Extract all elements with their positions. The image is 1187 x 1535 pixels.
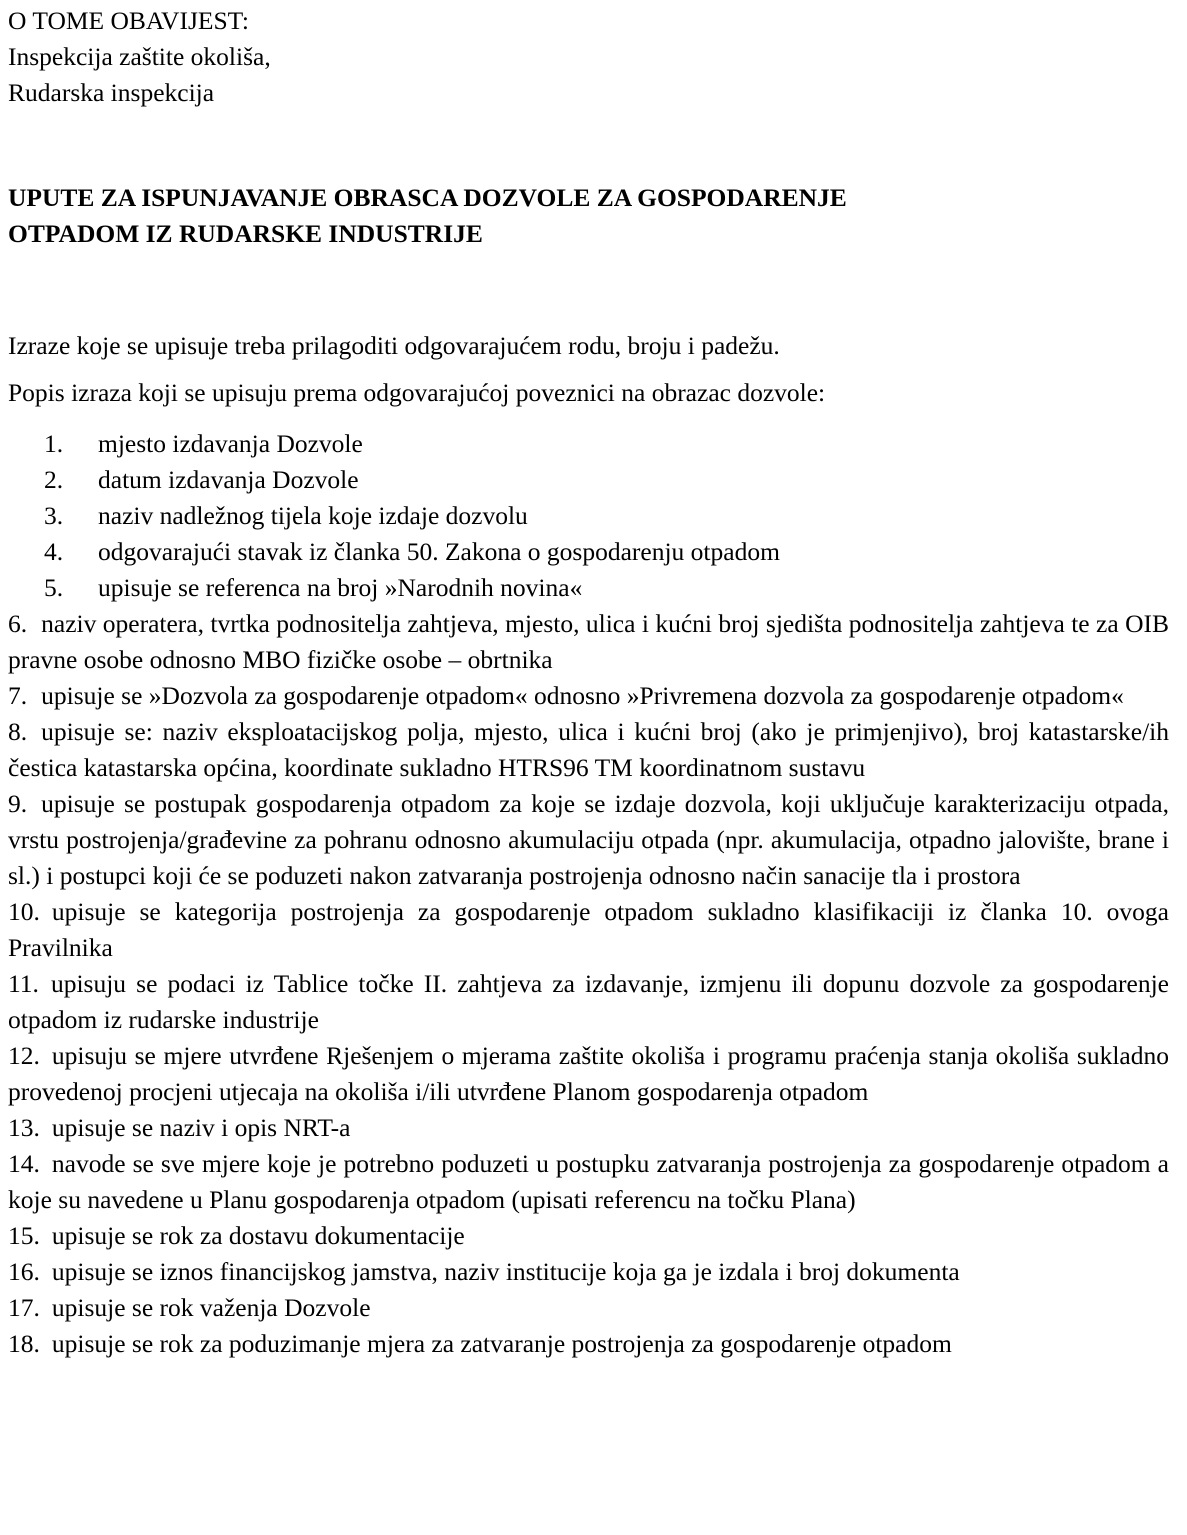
- list-item: [8, 570, 1169, 606]
- intro-paragraph: Popis izraza koji se upisuju prema odgovarajućoj poveznici na obrazac dozvole:: [8, 378, 826, 407]
- list-item: [8, 966, 1169, 1038]
- item-text: upisuje se iznos financijskog jamstva, naziv institucije koja ga je izdala i broj dokumenta: [51, 1257, 960, 1286]
- item-number: 9.: [8, 789, 28, 818]
- item-text: upisuje se rok za dostavu dokumentacije: [51, 1221, 465, 1250]
- item-number: 1.: [44, 429, 64, 458]
- item-number: 15.: [8, 1221, 40, 1250]
- item-text: odgovarajući stavak iz članka 50. Zakona o gospodarenju otpadom: [98, 537, 780, 566]
- list-item: [8, 1146, 1169, 1218]
- list-item: [8, 606, 1169, 678]
- item-number: 11.: [8, 969, 39, 998]
- item-number: 12.: [8, 1041, 40, 1070]
- item-text: upisuje se »Dozvola za gospodarenje otpadom« odnosno »Privremena dozvola za gospodarenje otpadom«: [41, 681, 1124, 710]
- item-number: 6.: [8, 609, 28, 638]
- list-item: [8, 678, 1169, 714]
- item-number: 8.: [8, 717, 28, 746]
- list-item: [8, 498, 1169, 534]
- item-text: datum izdavanja Dozvole: [98, 465, 359, 494]
- list-item: [8, 1326, 1169, 1362]
- item-number: 14.: [8, 1149, 40, 1178]
- item-text: upisuju se mjere utvrđene Rješenjem o mjerama zaštite okoliša i programu praćenja stanja okoliša sukladno provedenoj procjeni utjecaja na okoliša i/ili utvrđene Planom gospodarenja otpadom: [8, 1041, 1169, 1106]
- list-item: [8, 714, 1169, 786]
- item-text: upisuje se rok važenja Dozvole: [51, 1293, 371, 1322]
- item-number: 4.: [44, 537, 64, 566]
- item-text: upisuje se: naziv eksploatacijskog polja, mjesto, ulica i kućni broj (ako je primjenjivo), broj katastarske/ih čestica katastarska općina, koordinate sukladno HTRS96 TM koordinatnom sustavu: [8, 717, 1169, 782]
- notice-recipients: [8, 3, 271, 111]
- intro-paragraph: Izraze koje se upisuje treba prilagoditi odgovarajućem rodu, broju i padežu.: [8, 331, 780, 360]
- list-item: [8, 426, 1169, 462]
- item-number: 16.: [8, 1257, 40, 1286]
- instructions-list: [8, 426, 1169, 1362]
- list-item: [8, 1290, 1169, 1326]
- list-item: [8, 1038, 1169, 1110]
- item-text: naziv nadležnog tijela koje izdaje dozvolu: [98, 501, 528, 530]
- item-number: 2.: [44, 465, 64, 494]
- notice-recipient: Inspekcija zaštite okoliša,: [8, 42, 271, 71]
- item-number: 10.: [8, 897, 40, 926]
- item-text: upisuju se podaci iz Tablice točke II. zahtjeva za izdavanje, izmjenu ili dopunu dozvole za gospodarenje otpadom iz rudarske industrije: [8, 969, 1169, 1034]
- item-number: 18.: [8, 1329, 40, 1358]
- item-text: upisuje se referenca na broj »Narodnih novina«: [98, 573, 583, 602]
- notice-recipient: Rudarska inspekcija: [8, 78, 215, 107]
- title-line: UPUTE ZA ISPUNJAVANJE OBRASCA DOZVOLE ZA GOSPODARENJE: [8, 183, 847, 212]
- item-number: 17.: [8, 1293, 40, 1322]
- list-item: [8, 1218, 1169, 1254]
- list-item: [8, 1254, 1169, 1290]
- list-item: [8, 894, 1169, 966]
- item-number: 7.: [8, 681, 28, 710]
- item-text: upisuje se kategorija postrojenja za gospodarenje otpadom sukladno klasifikaciji iz članka 10. ovoga Pravilnika: [8, 897, 1169, 962]
- list-item: [8, 1110, 1169, 1146]
- item-text: naziv operatera, tvrtka podnositelja zahtjeva, mjesto, ulica i kućni broj sjedišta podnositelja zahtjeva te za OIB pravne osobe odnosno MBO fizičke osobe – obrtnika: [8, 609, 1169, 674]
- title-line: OTPADOM IZ RUDARSKE INDUSTRIJE: [8, 219, 483, 248]
- item-number: 3.: [44, 501, 64, 530]
- list-item: [8, 786, 1169, 894]
- item-text: upisuje se naziv i opis NRT-a: [51, 1113, 351, 1142]
- item-text: navode se sve mjere koje je potrebno poduzeti u postupku zatvaranja postrojenja za gospodarenje otpadom a koje su navedene u Planu gospodarenja otpadom (upisati referencu na točku Plana): [8, 1149, 1169, 1214]
- item-text: upisuje se postupak gospodarenja otpadom za koje se izdaje dozvola, koji uključuje karakterizaciju otpada, vrstu postrojenja/građevine za pohranu odnosno akumulaciju otpada (npr. akumulacija, otpadno jalovište, brane i sl.) i postupci koji će se poduzeti nakon zatvaranja postrojenja odnosno način sanacije tla i prostora: [8, 789, 1169, 890]
- item-number: 13.: [8, 1113, 40, 1142]
- list-item: [8, 462, 1169, 498]
- item-text: upisuje se rok za poduzimanje mjera za zatvaranje postrojenja za gospodarenje otpadom: [51, 1329, 952, 1358]
- list-item: [8, 534, 1169, 570]
- document-title: [8, 180, 1108, 252]
- notice-heading: O TOME OBAVIJEST:: [8, 6, 250, 35]
- item-text: mjesto izdavanja Dozvole: [98, 429, 363, 458]
- item-number: 5.: [44, 573, 64, 602]
